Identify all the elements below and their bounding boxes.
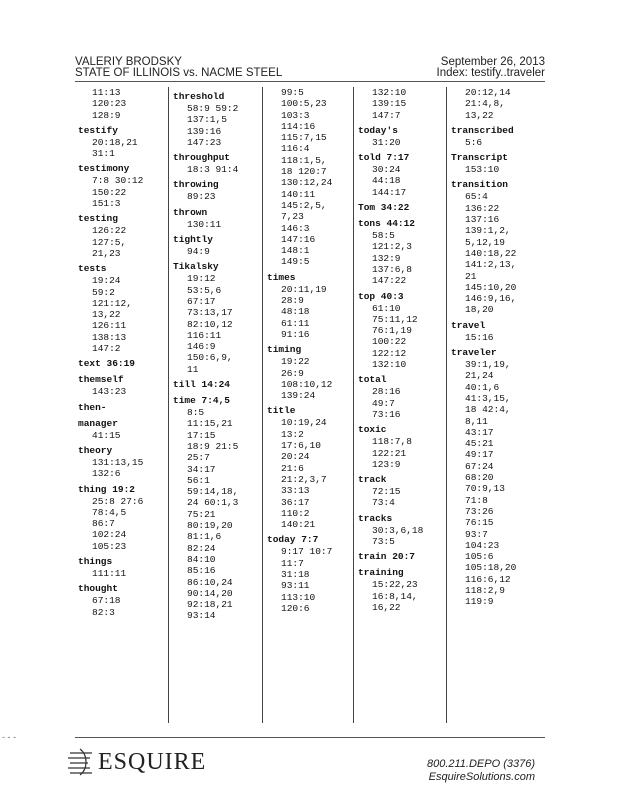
page-line-reference: 11:15,21 xyxy=(187,418,233,430)
page-line-reference: 121:2,3 xyxy=(372,241,412,253)
page-line-reference: 92:18,21 xyxy=(187,599,233,611)
index-term: train 20:7 xyxy=(358,551,416,563)
index-term: testimony xyxy=(78,163,130,175)
page-line-reference: 67:18 xyxy=(92,595,121,607)
esquire-logo-text: ESQUIRE xyxy=(98,749,207,775)
index-column xyxy=(78,87,174,618)
header-rule xyxy=(75,81,545,82)
page-line-reference: 130:11 xyxy=(187,218,222,230)
index-term: travel xyxy=(451,319,486,331)
page-line-reference: 20:24 xyxy=(281,451,310,463)
deposition-date: September 26, 2013 xyxy=(440,56,545,68)
page-line-reference: 138:13 xyxy=(92,331,127,343)
page-line-reference: 116:4 xyxy=(281,143,310,155)
index-entry xyxy=(173,203,269,230)
page-line-reference: 21:6 xyxy=(281,462,304,474)
page-line-reference: 140:11 xyxy=(281,188,316,200)
index-term: Tom 34:22 xyxy=(358,202,410,214)
index-term: manager xyxy=(78,417,118,429)
index-column xyxy=(173,87,269,622)
page-line-reference: 118:2,9 xyxy=(465,584,505,596)
page-line-reference: 33:13 xyxy=(281,485,310,497)
page-line-reference: 25:7 xyxy=(187,452,210,464)
index-entry xyxy=(358,287,454,371)
page-line-reference: 61:10 xyxy=(372,302,401,314)
page-line-reference: 114:16 xyxy=(281,120,316,132)
index-term: then- xyxy=(78,401,107,413)
page-line-reference: 140:21 xyxy=(281,519,316,531)
page-line-reference: 128:9 xyxy=(92,109,121,121)
page-line-reference: 102:24 xyxy=(92,529,127,541)
page-line-reference: 73:4 xyxy=(372,497,395,509)
page-line-reference: 146:3 xyxy=(281,222,310,234)
page-line-reference: 147:23 xyxy=(187,136,222,148)
index-entry xyxy=(173,87,269,148)
footer-phone: 800.211.DEPO (3376) xyxy=(426,758,535,770)
index-entry xyxy=(78,209,174,259)
page-line-reference: 17:15 xyxy=(187,429,216,441)
page-line-reference: 9:17 10:7 xyxy=(281,546,333,558)
page-line-reference: 65:4 xyxy=(465,191,488,203)
page-line-reference: 70:9,13 xyxy=(465,483,505,495)
page-line-reference: 99:5 xyxy=(281,87,304,98)
page-line-reference: 103:3 xyxy=(281,109,310,121)
index-term: testing xyxy=(78,213,118,225)
index-entry xyxy=(358,198,454,214)
page-line-reference: 139:24 xyxy=(281,390,316,402)
page-line-reference: 93:7 xyxy=(465,528,488,540)
page-line-reference: 93:14 xyxy=(187,610,216,622)
page-line-reference: 143:23 xyxy=(92,386,127,398)
page-line-reference: 8,11 xyxy=(465,415,488,427)
page-line-reference: 86:10,24 xyxy=(187,576,233,588)
page-line-reference: 140:18,22 xyxy=(465,247,517,259)
page-line-reference: 76:1,19 xyxy=(372,325,412,337)
page-line-reference: 115:7,15 xyxy=(281,132,327,144)
page-line-reference: 81:1,6 xyxy=(187,531,222,543)
page-line-reference: 118:7,8 xyxy=(372,436,412,448)
page-line-reference: 31:18 xyxy=(281,568,310,580)
page-line-reference: 105:23 xyxy=(92,540,127,552)
index-term: total xyxy=(358,374,387,386)
page-line-reference: 82:3 xyxy=(92,606,115,618)
page-line-reference: 59:14,18, xyxy=(187,486,239,498)
index-term: Transcript xyxy=(451,152,509,164)
page-line-reference: 48:18 xyxy=(281,306,310,318)
page-line-reference: 137:16 xyxy=(465,214,500,226)
page-line-reference: 86:7 xyxy=(92,518,115,530)
index-term: track xyxy=(358,474,387,486)
page-line-reference: 10:19,24 xyxy=(281,417,327,429)
page-line-reference: 7,23 xyxy=(281,211,304,223)
page-line-reference: 15:22,23 xyxy=(372,579,418,591)
index-entry xyxy=(267,530,363,614)
page-line-reference: 150:22 xyxy=(92,186,127,198)
index-term: time 7:4,5 xyxy=(173,395,231,407)
page-line-reference: 21:2,3,7 xyxy=(281,473,327,485)
page-line-reference: 18:3 91:4 xyxy=(187,164,239,176)
witness-name: VALERIY BRODSKY xyxy=(75,56,182,68)
page-line-reference: 137:1,5 xyxy=(187,114,227,126)
index-term: tightly xyxy=(173,234,213,246)
index-entry xyxy=(451,148,547,175)
page-line-reference: 139:16 xyxy=(187,125,222,137)
index-column xyxy=(267,87,363,614)
page-line-reference: 73:26 xyxy=(465,505,494,517)
index-entry xyxy=(78,579,174,618)
page-line-reference: 19:24 xyxy=(92,275,121,287)
index-term: tons 44:12 xyxy=(358,218,416,230)
page-line-reference: 118:1,5, xyxy=(281,154,327,166)
index-term: theory xyxy=(78,444,113,456)
index-entry xyxy=(173,257,269,375)
index-entry xyxy=(78,414,174,441)
page-line-reference: 89:23 xyxy=(187,191,216,203)
index-term: times xyxy=(267,271,296,283)
index-column xyxy=(358,87,454,613)
page-line-reference: 58:5 xyxy=(372,230,395,242)
page-line-reference: 132:6 xyxy=(92,468,121,480)
index-entry xyxy=(267,340,363,401)
page-line-reference: 16:8,14, xyxy=(372,590,418,602)
page-line-reference: 75:21 xyxy=(187,508,216,520)
index-entry xyxy=(358,87,454,121)
index-term: thrown xyxy=(173,206,208,218)
index-term: thought xyxy=(78,583,118,595)
index-term: title xyxy=(267,405,296,417)
page-line-reference: 126:11 xyxy=(92,320,127,332)
index-entry xyxy=(451,87,547,121)
index-entry xyxy=(267,268,363,340)
page-line-reference: 73:13,17 xyxy=(187,307,233,319)
page-line-reference: 145:2,5, xyxy=(281,199,327,211)
page-line-reference: 132:10 xyxy=(372,87,407,98)
page-line-reference: 82:24 xyxy=(187,542,216,554)
page-line-reference: 147:16 xyxy=(281,233,316,245)
page-line-reference: 120:23 xyxy=(92,98,127,110)
page-line-reference: 78:4,5 xyxy=(92,506,127,518)
page-line-reference: 44:18 xyxy=(372,175,401,187)
index-entry xyxy=(267,401,363,530)
page-line-reference: 15:16 xyxy=(465,331,494,343)
page-line-reference: 49:7 xyxy=(372,397,395,409)
page-line-reference: 58:9 59:2 xyxy=(187,103,239,114)
page-line-reference: 72:15 xyxy=(372,486,401,498)
page-line-reference: 17:6,10 xyxy=(281,440,321,452)
index-term: tests xyxy=(78,263,107,275)
page-line-reference: 120:6 xyxy=(281,602,310,614)
page-line-reference: 76:15 xyxy=(465,517,494,529)
index-entry xyxy=(358,470,454,509)
page-line-reference: 126:22 xyxy=(92,225,127,237)
index-term: till 14:24 xyxy=(173,379,231,391)
index-entry xyxy=(451,343,547,608)
page-line-reference: 13:2 xyxy=(281,428,304,440)
page-line-reference: 56:1 xyxy=(187,474,210,486)
page-line-reference: 136:22 xyxy=(465,202,500,214)
index-entry xyxy=(358,420,454,470)
case-title: STATE OF ILLINOIS vs. NACME STEEL xyxy=(75,67,283,79)
index-term: training xyxy=(358,567,404,579)
page-line-reference: 104:23 xyxy=(465,539,500,551)
page-line-reference: 132:9 xyxy=(372,252,401,264)
page-line-reference: 141:2,13, xyxy=(465,259,517,271)
page-line-reference: 111:11 xyxy=(92,568,127,580)
page-line-reference: 28:9 xyxy=(281,295,304,307)
page-line-reference: 26:9 xyxy=(281,367,304,379)
index-term: threshold xyxy=(173,91,225,102)
index-entry xyxy=(78,121,174,160)
index-entry xyxy=(78,441,174,480)
index-term: transition xyxy=(451,179,509,191)
page-line-reference: 123:9 xyxy=(372,458,401,470)
index-entry xyxy=(78,354,174,370)
page-line-reference: 30:3,6,18 xyxy=(372,524,424,536)
page-line-reference: 110:2 xyxy=(281,507,310,519)
index-term: tracks xyxy=(358,512,393,524)
index-entry xyxy=(173,175,269,202)
index-entry xyxy=(78,552,174,579)
page-line-reference: 150:6,9, xyxy=(187,352,233,364)
page-line-reference: 16,22 xyxy=(372,601,401,613)
index-term: themself xyxy=(78,374,124,386)
page-line-reference: 127:5, xyxy=(92,236,127,248)
page-line-reference: 8:5 xyxy=(187,407,205,419)
index-term: transcribed xyxy=(451,124,514,136)
page-line-reference: 116:6,12 xyxy=(465,573,511,585)
page-line-reference: 145:10,20 xyxy=(465,281,517,293)
page-line-reference: 151:3 xyxy=(92,198,121,210)
page-line-reference: 84:10 xyxy=(187,553,216,565)
page-line-reference: 93:11 xyxy=(281,580,310,592)
page-line-reference: 19:22 xyxy=(281,356,310,368)
page-line-reference: 18,20 xyxy=(465,304,494,316)
page-line-reference: 105:6 xyxy=(465,551,494,563)
index-term: toxic xyxy=(358,424,387,436)
page-line-reference: 5:6 xyxy=(465,136,483,148)
page-line-reference: 18 120:7 xyxy=(281,166,327,178)
footer-website: EsquireSolutions.com xyxy=(428,771,535,783)
page-line-reference: 82:10,12 xyxy=(187,318,233,330)
index-entry xyxy=(358,121,454,148)
index-term: traveler xyxy=(451,347,497,359)
page-line-reference: 13,22 xyxy=(465,109,494,121)
page-line-reference: 28:16 xyxy=(372,386,401,398)
page-line-reference: 36:17 xyxy=(281,496,310,508)
index-entry xyxy=(358,214,454,286)
page-line-reference: 147:22 xyxy=(372,275,407,287)
page-line-reference: 49:17 xyxy=(465,449,494,461)
page-line-reference: 5,12,19 xyxy=(465,236,505,248)
page-line-reference: 139:1,2, xyxy=(465,225,511,237)
index-term: things xyxy=(78,556,113,568)
index-term: throwing xyxy=(173,179,219,191)
page-line-reference: 11 xyxy=(187,363,199,375)
index-entry xyxy=(358,148,454,198)
page-line-reference: 45:21 xyxy=(465,438,494,450)
page-line-reference: 21,24 xyxy=(465,370,494,382)
page-line-reference: 105:18,20 xyxy=(465,562,517,574)
index-entry xyxy=(78,370,174,397)
index-entry xyxy=(78,398,174,414)
page-line-reference: 67:17 xyxy=(187,295,216,307)
index-entry xyxy=(78,87,174,121)
page-line-reference: 18:9 21:5 xyxy=(187,440,239,452)
index-entry xyxy=(173,391,269,622)
page-line-reference: 7:8 30:12 xyxy=(92,175,144,187)
page-line-reference: 11:13 xyxy=(92,87,121,98)
page-line-reference: 31:1 xyxy=(92,148,115,160)
index-range: Index: testify..traveler xyxy=(436,67,545,79)
page-line-reference: 113:10 xyxy=(281,591,316,603)
column-divider xyxy=(262,87,263,723)
page-line-reference: 21:4,8, xyxy=(465,98,505,110)
index-entry xyxy=(358,509,454,548)
index-term: testify xyxy=(78,124,118,136)
page-line-reference: 41:3,15, xyxy=(465,392,511,404)
page-line-reference: 39:1,19, xyxy=(465,359,511,371)
column-divider xyxy=(446,87,447,723)
index-entry xyxy=(78,480,174,552)
page-line-reference: 53:5,6 xyxy=(187,284,222,296)
index-term: timing xyxy=(267,344,302,356)
page-line-reference: 116:11 xyxy=(187,329,222,341)
index-entry xyxy=(78,259,174,354)
page-line-reference: 80:19,20 xyxy=(187,520,233,532)
margin-mark: - - - xyxy=(2,732,16,742)
page-line-reference: 146:9,16, xyxy=(465,293,517,305)
index-entry xyxy=(451,316,547,343)
page-line-reference: 147:2 xyxy=(92,343,121,355)
page-line-reference: 137:6,8 xyxy=(372,263,412,275)
page-line-reference: 147:7 xyxy=(372,109,401,121)
index-entry xyxy=(267,87,363,268)
page-line-reference: 59:2 xyxy=(92,286,115,298)
page-line-reference: 132:10 xyxy=(372,359,407,371)
index-entry xyxy=(451,121,547,148)
page-line-reference: 122:21 xyxy=(372,447,407,459)
index-entry xyxy=(173,375,269,391)
page-line-reference: 61:11 xyxy=(281,317,310,329)
page-line-reference: 18 42:4, xyxy=(465,404,511,416)
page-line-reference: 94:9 xyxy=(187,246,210,258)
page-line-reference: 131:13,15 xyxy=(92,456,144,468)
index-term: today 7:7 xyxy=(267,534,319,546)
page-line-reference: 40:1,6 xyxy=(465,381,500,393)
index-entry xyxy=(451,175,547,315)
page-line-reference: 21,23 xyxy=(92,247,121,259)
index-term: top 40:3 xyxy=(358,290,404,302)
page-line-reference: 121:12, xyxy=(92,297,132,309)
page-line-reference: 20:11,19 xyxy=(281,283,327,295)
page-line-reference: 90:14,20 xyxy=(187,587,233,599)
index-entry xyxy=(358,370,454,420)
page-line-reference: 148:1 xyxy=(281,245,310,257)
page-line-reference: 41:15 xyxy=(92,429,121,441)
index-entry xyxy=(173,230,269,257)
column-divider xyxy=(353,87,354,723)
page-line-reference: 119:9 xyxy=(465,596,494,608)
column-divider xyxy=(168,87,169,723)
page-line-reference: 67:24 xyxy=(465,460,494,472)
page-line-reference: 21 xyxy=(465,270,477,282)
page-line-reference: 43:17 xyxy=(465,426,494,438)
index-column xyxy=(451,87,547,608)
page-line-reference: 73:16 xyxy=(372,408,401,420)
index-entry xyxy=(358,563,454,613)
index-term: told 7:17 xyxy=(358,152,410,164)
page-line-reference: 71:8 xyxy=(465,494,488,506)
index-entry xyxy=(358,547,454,563)
index-term: text 36:19 xyxy=(78,358,136,370)
page-line-reference: 149:5 xyxy=(281,256,310,268)
page-line-reference: 91:16 xyxy=(281,328,310,340)
page-line-reference: 20:18,21 xyxy=(92,136,138,148)
page-line-reference: 30:24 xyxy=(372,164,401,176)
index-term: thing 19:2 xyxy=(78,483,136,495)
page-line-reference: 31:20 xyxy=(372,136,401,148)
page-line-reference: 146:9 xyxy=(187,341,216,353)
index-term: throughput xyxy=(173,152,231,164)
page-line-reference: 139:15 xyxy=(372,98,407,110)
page-line-reference: 108:10,12 xyxy=(281,378,333,390)
page-line-reference: 11:7 xyxy=(281,557,304,569)
index-entry xyxy=(173,148,269,175)
page-line-reference: 130:12,24 xyxy=(281,177,333,189)
index-entry xyxy=(78,159,174,209)
page-line-reference: 25:8 27:6 xyxy=(92,495,144,507)
page-line-reference: 75:11,12 xyxy=(372,313,418,325)
page-line-reference: 24 60:1,3 xyxy=(187,497,239,509)
page-line-reference: 73:5 xyxy=(372,536,395,548)
page-line-reference: 34:17 xyxy=(187,463,216,475)
index-term: today's xyxy=(358,124,398,136)
page-line-reference: 100:22 xyxy=(372,336,407,348)
footer-rule xyxy=(75,737,545,738)
page-line-reference: 153:10 xyxy=(465,164,500,176)
page-line-reference: 20:12,14 xyxy=(465,87,511,98)
page-line-reference: 13,22 xyxy=(92,309,121,321)
page-line-reference: 122:12 xyxy=(372,347,407,359)
page-line-reference: 19:12 xyxy=(187,273,216,285)
page-line-reference: 85:16 xyxy=(187,565,216,577)
page-line-reference: 68:20 xyxy=(465,472,494,484)
index-term: Tikalsky xyxy=(173,261,219,273)
page-line-reference: 100:5,23 xyxy=(281,98,327,110)
page-line-reference: 144:17 xyxy=(372,186,407,198)
